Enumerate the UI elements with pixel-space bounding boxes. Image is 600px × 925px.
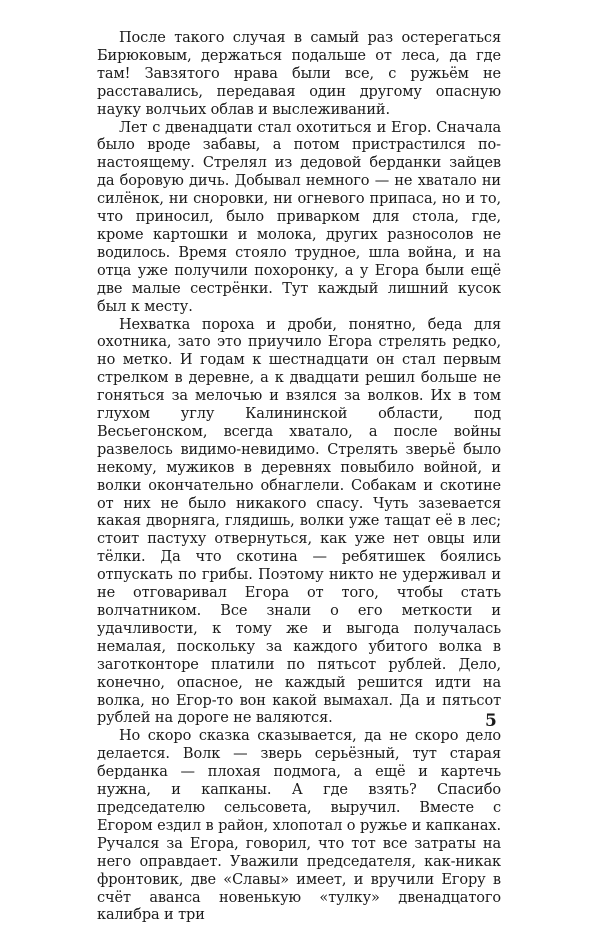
page-number: 5 — [485, 711, 497, 731]
paragraph-1: После такого случая в самый раз остерегаться Бирюковым, держаться подальше от леса, да где там! Завзятого нрава были все, с ружьём не расставались, передавая один другому опасную науку волчьих облав и выслеживаний. — [97, 30, 501, 118]
paragraph-4: Но скоро сказка сказывается, да не скоро дело делается. Волк — зверь серьёзный, тут старая берданка — плохая подмога, а ещё и картечь нужна, и капканы. А где взять? Спасибо председателю сельсовета, выручил. Вместе с Егором ездил в район, хлопотал о ружье и капканах. Ручался за Егора, говорил, что тот все затраты на него оправдает. Уважили председателя, как-никак фронтовик, две «Славы» имеет, и вручили Егору в счёт аванса новенькую «тулку» двенадцатого калибра и три — [97, 728, 501, 924]
paragraph-2: Лет с двенадцати стал охотиться и Егор. Сначала было вроде забавы, а потом пристрастился по-настоящему. Стрелял из дедовой берданки зайцев да боровую дичь. Добывал немного — не хватало ни силёнок, ни сноровки, ни огневого припаса, но и то, что приносил, было приварком для стола, где, кроме картошки и молока, других разносолов не водилось. Время стояло трудное, шла война, и на отца уже получили похоронку, а у Егора были ещё две малые сестрёнки. Тут каждый лишний кусок был к месту. — [97, 119, 501, 315]
paragraph-3: Нехватка пороха и дроби, понятно, беда для охотника, зато это приучило Егора стрелять редко, но метко. И годам к шестнадцати он стал первым стрелком в деревне, а к двадцати решил больше не гоняться за мелочью и взялся за волков. Их в том глухом углу Калининской области, под Весьегонском, всегда хватало, а после войны развелось видимо-невидимо. Стрелять зверьё было некому, мужиков в деревнях повыбило войной, и волки окончательно обнаглели. Собакам и скотине от них не было никакого спасу. Чуть зазевается какая дворняга, глядишь, волки уже тащат её в лес; стоит пастуху отвернуться, как уже нет овцы или тёлки. Да что скотина — ребятишек боялись отпускать по грибы. Поэтому никто не удерживал и не отговаривал Егора от того, чтобы стать волчатником. Все знали о его меткости и удачливости, к тому же и выгода получалась немалая, поскольку за каждого убитого волка в заготконторе платили по пятьсот рублей. Дело, конечно, опасное, не каждый решится идти на волка, но Егор-то вон какой вымахал. Да и пятьсот рублей на дороге не валяются. — [97, 316, 501, 727]
body-text — [97, 30, 501, 925]
